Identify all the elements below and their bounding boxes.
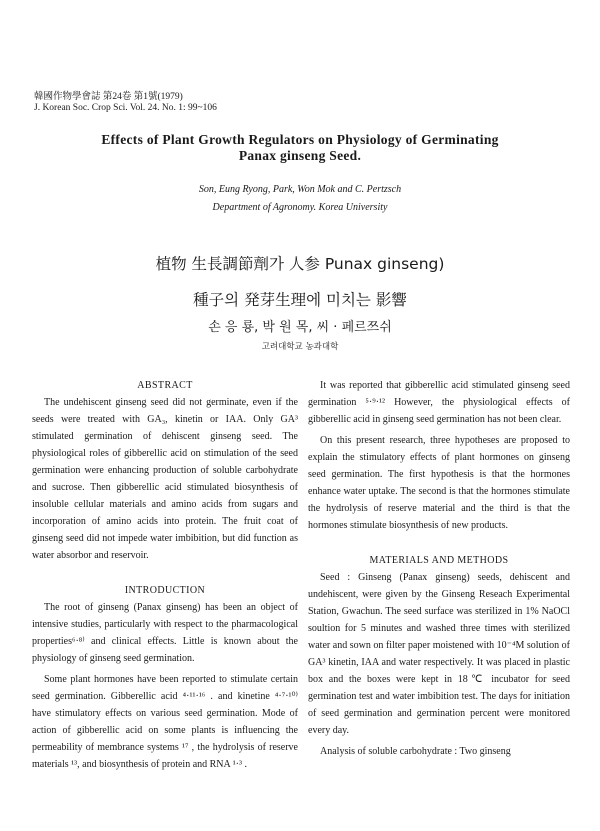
title-line-1: Effects of Plant Growth Regulators on Physiology of Germinating [101, 132, 499, 147]
methods-paragraph-1: Seed : Ginseng (Panax ginseng) seeds, dehiscent and undehiscent, were given by the Ginseng Reseach Experimental Station, Gwachun. The seed surface was sterilized in 1% NaOCl soultion for 5 minutes and washed three times with sterilized water and sown on filter paper moistened with 10⁻⁴M solution of GA³ kinetin, IAA and water respectively. It was placed in plastic box and the boxes were kept in 18℃ incubator for seed germination test and water imbibition test. The days for initiation of seed germination and germination percent were monitored every day. [308, 572, 570, 736]
author-names: Son, Eung Ryong, Park, Won Mok and C. Pertzsch [198, 184, 402, 195]
left-column [32, 377, 298, 773]
title-line-2: Panax ginseng Seed. [238, 148, 362, 163]
introduction-heading: INTRODUCTION [124, 585, 206, 596]
korean-title-line-1: 植物 生長調節劑가 人参 Punax ginseng) [155, 255, 445, 273]
korean-title [0, 254, 600, 310]
journal-citation-korean: 韓國作物學會誌 第24卷 第1號(1979) [34, 92, 183, 102]
korean-authors: 손 응 룡, 박 원 목, 씨 · 페르쯔쉬 [208, 320, 392, 335]
methods-heading: MATERIALS AND METHODS [369, 555, 509, 566]
right-paragraph-1: It was reported that gibberellic acid stimulated ginseng seed germination ⁵·⁹·¹² However, the physiological effects of gibberellic acid in ginseng seed germination has not been clear. [308, 380, 570, 425]
right-column [308, 377, 570, 760]
author-block [0, 183, 600, 214]
methods-paragraph-2: Analysis of soluble carbohydrate : Two ginseng [320, 746, 511, 757]
abstract-heading: ABSTRACT [137, 380, 193, 391]
paper-title [0, 132, 600, 164]
journal-citation-english: J. Korean Soc. Crop Sci. Vol. 24. No. 1: 99~106 [34, 103, 217, 113]
author-affiliation: Department of Agronomy. Korea University [212, 202, 388, 213]
journal-header [34, 92, 217, 114]
introduction-paragraph-1: The root of ginseng (Panax ginseng) has been an object of intensive studies, particularly with respect to the pharmacological properties⁶·⁸⁾ and clinical effects. Little is known about the physiology of ginseng seed germination. [32, 602, 298, 664]
korean-affiliation: 고려대학교 농과대학 [261, 342, 339, 352]
right-paragraph-2: On this present research, three hypotheses are proposed to explain the stimulatory effects of plant hormones on ginseng seed germination. The first hypothesis is that the hormones enhance water uptake. The second is that the hormones stimulate the hydrolysis of reserve material and the third is that the hormones stimulate biosynthesis of new products. [308, 435, 570, 531]
introduction-paragraph-2: Some plant hormones have been reported to stimulate certain seed germination. Gibberellic acid ⁴·¹¹·¹⁶ . and kinetine ⁴·⁷·¹⁰⁾ have stimulatory effects on various seed germination. Mode of action of gibberellic acid on some plants is influencing the permeability of membrance systems ¹⁷ , the hydrolysis of reserve materials ¹³, and biosynthesis of protein and RNA ¹·³ . [32, 674, 298, 770]
korean-title-line-2: 種子의 発芽生理에 미치는 影響 [193, 291, 407, 309]
abstract-text: The undehiscent ginseng seed did not germinate, even if the seeds were treated with GA₃, kinetin or IAA. Only GA³ stimulated germination of dehiscent ginseng seed. The physiological roles of gibberellic acid on stimulation of the seed germination were enhancing production of soluble carbohydrate and sucrose. Then gibberellic acid stimulated biosynthesis of insoluble cellular materials and amino acids from sugars and incorporation of amino acids into protein. The fruit coat of ginseng seed did not impede water imbibition, but did function as water absorbor and reservoir. [32, 397, 298, 561]
